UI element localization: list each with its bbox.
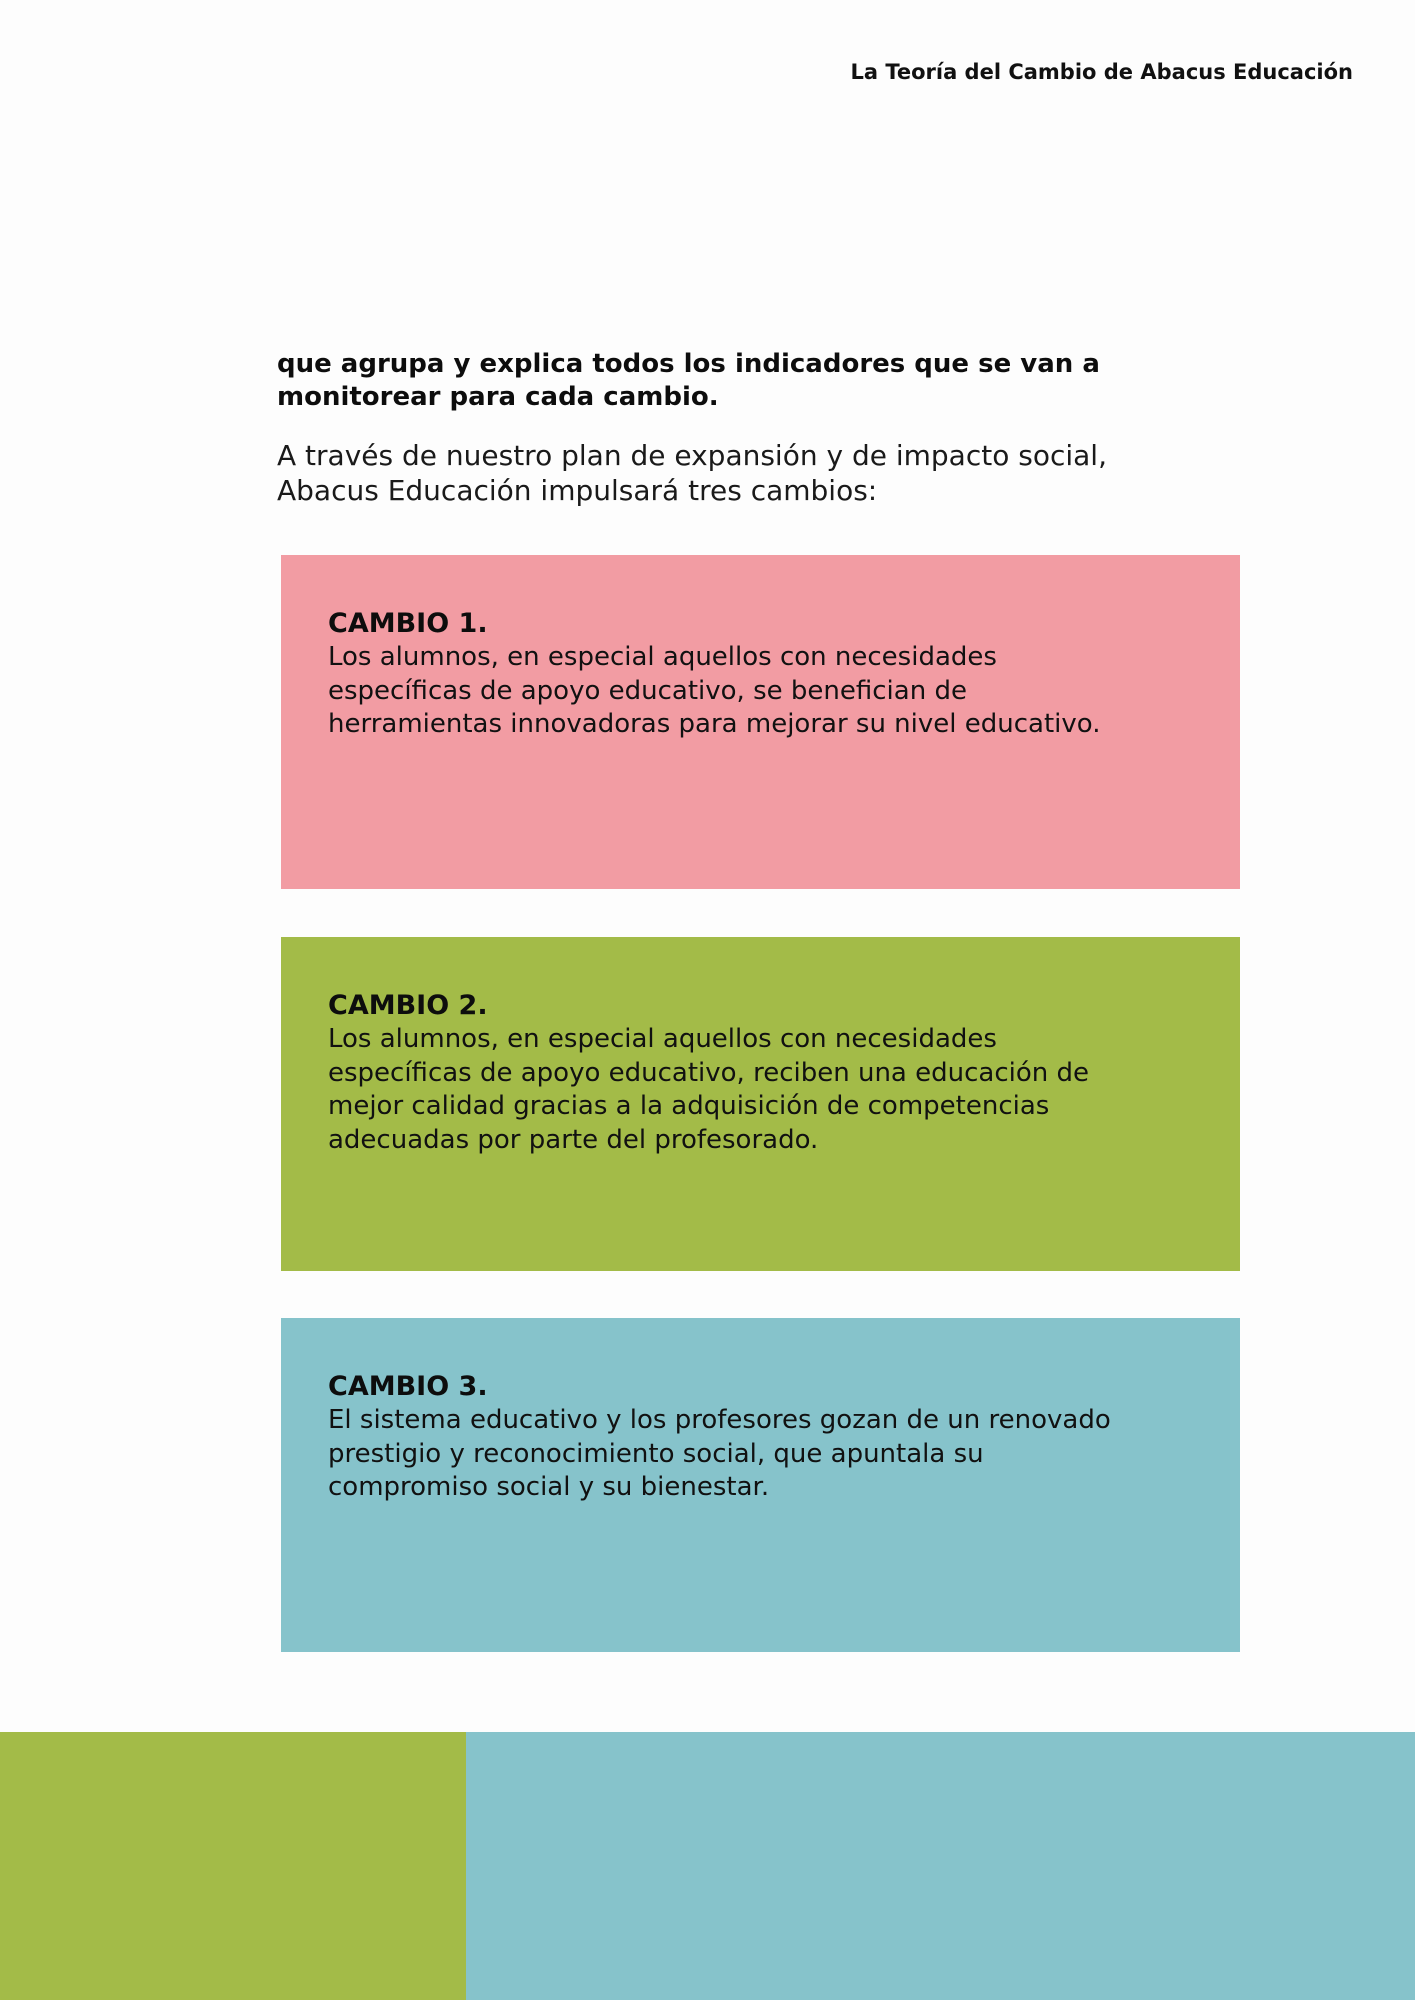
intro-bold-paragraph: que agrupa y explica todos los indicadores que se van a monitorear para cada cambio.	[277, 349, 1100, 412]
running-header: La Teoría del Cambio de Abacus Educación	[850, 60, 1353, 84]
change-3-text: El sistema educativo y los profesores gozan de un renovado prestigio y reconocimiento social, que apuntala su compromiso social y su bienestar.	[328, 1405, 1111, 1502]
change-1-title: CAMBIO 1.	[328, 608, 488, 639]
footer-band-green	[0, 1732, 466, 2000]
change-box-1	[281, 555, 1240, 889]
change-3-title: CAMBIO 3.	[328, 1371, 488, 1402]
change-2-text: Los alumnos, en especial aquellos con necesidades específicas de apoyo educativo, reciben una educación de mejor calidad gracias a la adquisición de competencias adecuadas por parte del profesorado.	[328, 1024, 1089, 1155]
change-box-2	[281, 937, 1240, 1271]
footer-band-blue	[466, 1732, 1415, 2000]
change-box-3	[281, 1318, 1240, 1652]
change-1-text: Los alumnos, en especial aquellos con necesidades específicas de apoyo educativo, se benefician de herramientas innovadoras para mejorar su nivel educativo.	[328, 642, 1101, 739]
intro-paragraph: A través de nuestro plan de expansión y de impacto social, Abacus Educación impulsará tres cambios:	[277, 439, 1107, 507]
change-2-title: CAMBIO 2.	[328, 990, 488, 1021]
